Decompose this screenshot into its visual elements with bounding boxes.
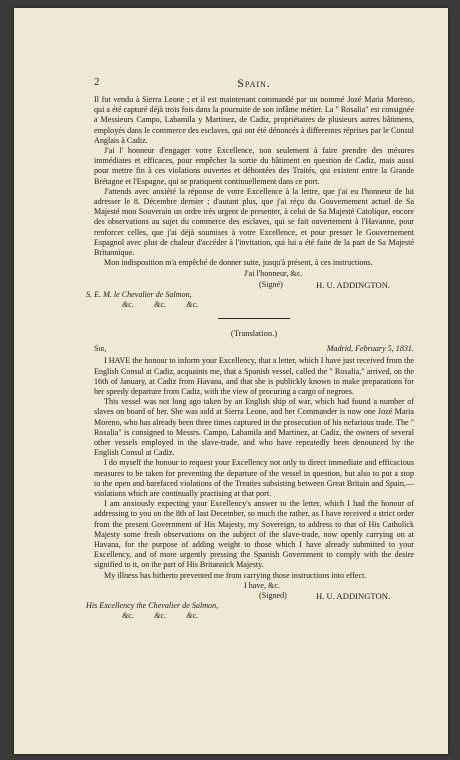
english-paragraph-1: I HAVE the honour to inform your Excellency, that a letter, which I have just received from the English Consul at Cadiz, acquaints me, that a Spanish vessel, called the " Rosalia," arrived, on the 16th of January, at Cadiz from Havana, and that she is publickly known to make preparations for her speedy departure from Cadiz, with the view of procuring a cargo of negroes. [94,356,414,396]
french-addressee: S. E. M. le Chevalier de Salmon, [86,289,192,299]
english-etc-row [94,611,414,621]
english-paragraph-4: I am anxiously expecting your Excellency's answer to the letter, which I had the honour of addressing to you on the 8th of last December, so much the rather, as I have received a strict order from the present Government of His Majesty, my Sovereign, to address to that of His Catholick Majesty some fresh observations on the subject of the slave-trade, now openly carrying on at Havana, for the purpose of adding weight to those which I have already submitted to your Excellency, and of more urgently pressing the Spanish Government to comply with the desire signified to it, on the part of His Britannick Majesty. [94,499,414,570]
french-letter [86,95,414,310]
english-dateline: Madrid, February 5, 1831. [326,344,414,354]
french-closing-row [94,269,414,279]
french-signed-label: (Signé) [259,279,283,289]
english-paragraph-3: I do myself the honour to request your Excellency not only to direct immediate and efficacious measures to be taken for preventing the departure of the vessel in question, but also to put a stop to the open and barefaced violations of the Treaties subsisting between Great Britain and Spain,—violations which are continually practising at that port. [94,458,414,499]
english-paragraph-5: My illness has hitherto prevented me from carrying those instructions into effect. [104,570,367,580]
running-title: Spain. [237,76,271,90]
page-content [86,76,414,622]
french-paragraph-1: Il fut vendu à Sierra Leone ; et il est maintenant commandé par un nommé Jozé Maria Moreno, qui a été capturé déjà trois fois dans la poursuite de son infâme métier. La " Rosalia" est consignée a Messieurs Campo, Labamila y Martinez, de Cadiz, propriétaires de plusieurs autres bâtimens, employés dans le commerce des esclaves, qui ont été dénoncés à differentes réprises par le Consul Anglais à Cadiz. [94,95,414,145]
french-etc: &c. &c. &c. [122,300,199,310]
page-number: 2 [94,76,100,88]
french-etc-row [94,300,414,310]
english-closing-row [94,581,414,591]
english-paragraph-2: This vessel was not long ago taken by an English ship of war, which had found a number of slaves on board of her. She was sold at Sierra Leone, and her Commander is now one Jozé Maria Moreno, who has already been three times captured in the prosecution of his nefarious trade. The " Rosalia" is consigned to Messrs. Campo, Labamila and Martinez, at Cadiz, the owners of several other vessels employed in the slave-trade, and who have repeatedly been denounced by the English Consul at Cadiz. [94,397,414,458]
english-dateline-row [94,344,414,354]
english-signature-row [94,591,414,601]
page-header [94,76,414,92]
english-closing: I have, &c. [244,580,280,590]
translation-label: (Translation.) [230,328,278,339]
document-page [14,8,448,754]
french-closing: J'ai l'honneur, &c. [244,269,303,279]
english-addressee-row [86,601,414,611]
english-letter [86,344,414,621]
french-signature-row [94,280,414,290]
french-signatory: H. U. ADDINGTON. [316,279,391,290]
french-addressee-row [86,289,414,300]
english-etc: &c. &c. &c. [122,611,199,621]
english-salutation: Sir, [94,344,107,354]
french-paragraph-3: J'attends avec anxiété la réponse de votre Excellence à la lettre, que j'ai eu l'honneur de lui adresser le 8. Décembre dernier ; d'autant plus, que j'ai réçu du Gouvernement actuel de Sa Majesté mon Souverain un ordre très urgent de presenter, à celui de Sa Majesté Catolique, encore des observations au sujet du commerce des esclaves, qui se fait ouvertement à l'Havanne, pour renforcer celles, que j'ai déjà soumises à votre Excellence, et pour presser le Gouvernement Espagnol avec plus de chaleur d'accéder à l'invitation, qui lui a été faite de la part de Sa Majesté Britannique. [94,186,414,258]
english-addressee: His Excellency the Chevalier de Salmon, [86,601,219,611]
section-divider [218,318,290,319]
english-signed-label: (Signed) [259,591,287,601]
french-paragraph-2: J'ai l' honneur d'engager votre Excellence, non seulement à faire prendre des mésures immédiates et efficaces, pour empêcher la sortie du bâtiment en question de Cadiz, mais aussi pour mettre fin à ces violations ouvertes et déhontées des Traités, qui existent entre la Grande Brétagne et l'Espagne, qui se pratiquent continuellement dans ce port. [94,146,414,186]
french-paragraph-4: Mon indisposition m'a empêché de donner suite, jusqu'à présent, à ces instructions. [104,258,373,268]
english-signatory: H. U. ADDINGTON. [316,591,391,602]
